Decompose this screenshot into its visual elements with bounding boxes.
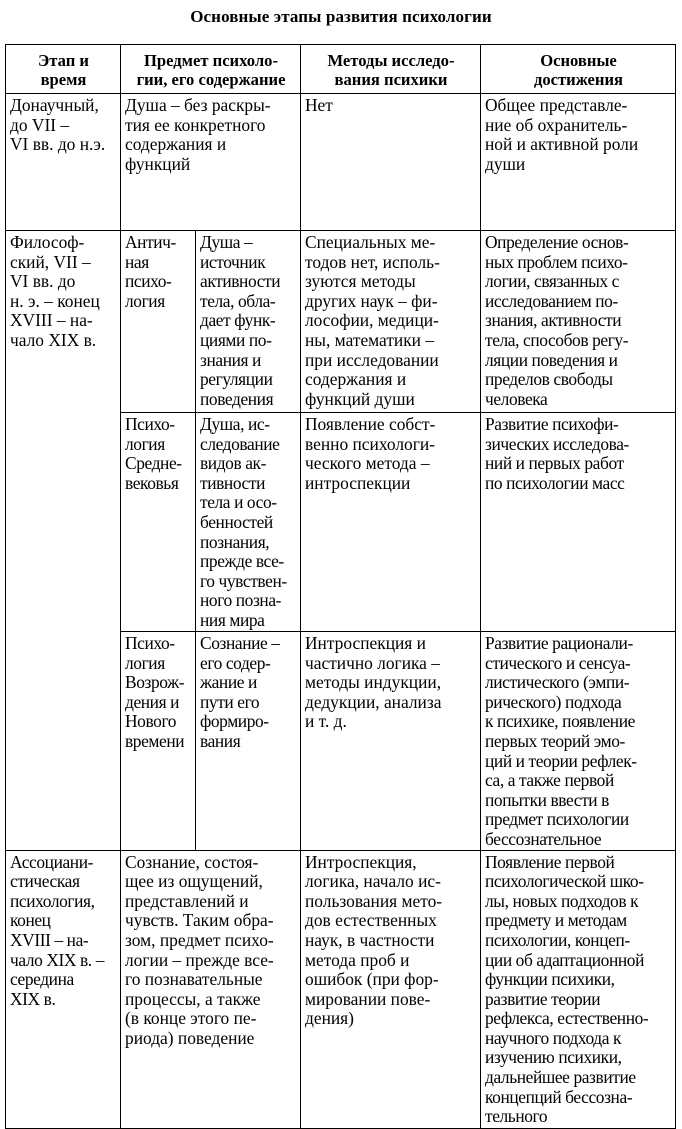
prescientific-achievements: Общее представле- ние об охранитель- ной и активной роли души	[481, 94, 676, 231]
associative-achievements: Появление первой психологической шко- лы, новых подходов к предмету и методам психологии, концеп- ции об адаптационной функции психики, развитие теории рефлекса, естественно- научного подхода к изучению психики, дальнейшее развитие концепций бессозна- тельного	[481, 850, 676, 1128]
page-title: Основные этапы развития психологии	[190, 7, 492, 26]
medieval-subject: Душа, ис- следование видов ак- тивности тела и осо- бенностей познания, прежде все- го чувствен- ного позна- ния мира	[196, 413, 301, 632]
medieval-achievements: Развитие психофи- зических исследова- ний и первых работ по психологии масс	[481, 413, 676, 632]
philosophical-stage: Философ- ский, VII – VI вв. до н. э. – конец XVIII – на- чало XIX в.	[6, 231, 121, 851]
renaissance-methods: Интроспекция и частично логика – методы индукции, дедукции, анализа и т. д.	[301, 632, 481, 851]
header-stage: Этап и время	[6, 45, 121, 94]
renaissance-subject: Сознание – его содер- жание и пути его формиро- вания	[196, 632, 301, 851]
antique-methods: Специальных ме- тодов нет, исполь- зуются методы других наук – фи- лософии, медици- ны, математики – при исследовании содержания и функций души	[301, 231, 481, 413]
header-methods: Методы исследо- вания психики	[301, 45, 481, 94]
stages-table	[5, 44, 676, 1129]
table-row-associative	[6, 850, 676, 1128]
table-header-row	[6, 45, 676, 94]
associative-methods: Интроспекция, логика, начало ис- пользования мето- дов естественных наук, в частности метода проб и ошибок (при фор- мировании пове- дения)	[301, 850, 481, 1128]
medieval-methods: Появление собст- венно психологи- ческого метода – интроспекции	[301, 413, 481, 632]
prescientific-stage: Донаучный, до VII – VI вв. до н.э.	[6, 94, 121, 231]
prescientific-methods: Нет	[301, 94, 481, 231]
associative-stage: Ассоциани- стическая психология, конец XVIII – на- чало XIX в. – середина XIX в.	[6, 850, 121, 1128]
renaissance-achievements: Развитие рационали- стического и сенсуа- листического (эмпи- рического) подхода к психике, появление первых теорий эмо- ций и теории рефлек- са, а также первой попытки ввести в предмет психологии бессознательное	[481, 632, 676, 851]
prescientific-subject: Душа – без раскры- тия ее конкретного содержания и функций	[121, 94, 301, 231]
medieval-period: Психо- логия Средне- вековья	[121, 413, 196, 632]
header-achievements: Основные достижения	[481, 45, 676, 94]
header-subject: Предмет психоло- гии, его содержание	[121, 45, 301, 94]
antique-period: Антич- ная психо- логия	[121, 231, 196, 413]
associative-subject: Сознание, состоя- щее из ощущений, представлений и чувств. Таким обра- зом, предмет психо- логии – прежде все- го познавательные процессы, а также (в конце этого пе- риода) поведение	[121, 850, 301, 1128]
table-row-antique	[6, 231, 676, 413]
table-row-prescientific	[6, 94, 676, 231]
renaissance-period: Психо- логия Возрож- дения и Нового времени	[121, 632, 196, 851]
antique-subject: Душа – источник активности тела, обла- дает функ- циями по- знания и регуляции поведения	[196, 231, 301, 413]
antique-achievements: Определение основ- ных проблем психо- логии, связанных с исследованием по- знания, активности тела, способов регу- ляции поведения и пределов свободы человека	[481, 231, 676, 413]
